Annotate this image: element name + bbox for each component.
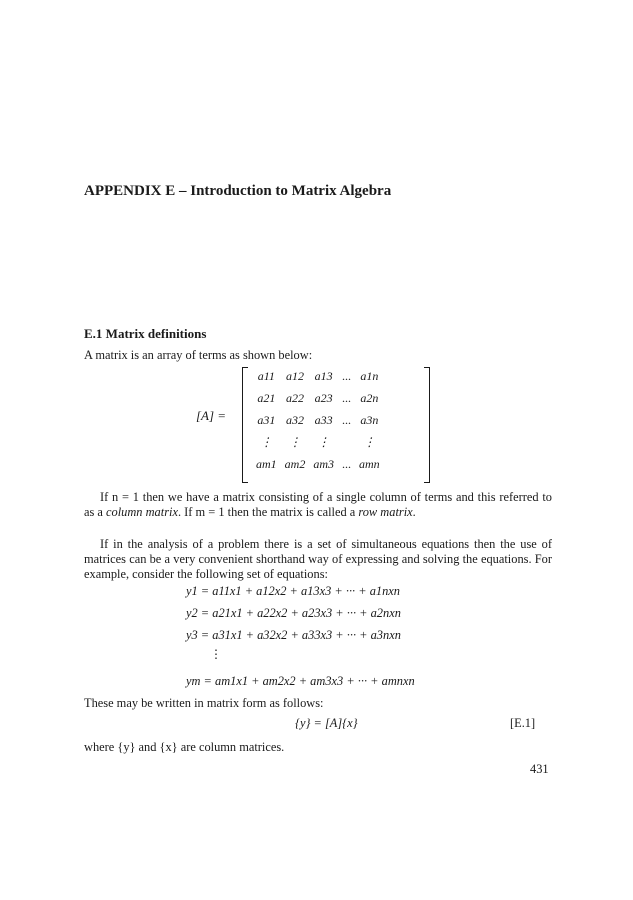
matrix-cell: am3 [313, 456, 335, 471]
equation-line: ym = am1x1 + am2x2 + am3x3 + ··· + amnxn [186, 674, 415, 688]
equation-line: y1 = a11x1 + a12x2 + a13x3 + ··· + a1nxn [186, 584, 400, 598]
matrix-table [252, 365, 384, 475]
matrix-row [252, 387, 384, 409]
matrix-left-bracket [242, 367, 248, 483]
matrix-cell: a3n [360, 412, 379, 427]
vertical-dots: ⋮ [210, 647, 222, 661]
matrix-row [252, 453, 384, 475]
equation-line: y3 = a31x1 + a32x2 + a33x3 + ··· + a3nxn [186, 628, 401, 642]
matrix-cell: a21 [257, 390, 276, 405]
matrix-row [252, 409, 384, 431]
matrix-cell: ... [342, 456, 352, 471]
page-number: 431 [530, 762, 549, 776]
matrix-cell: a2n [360, 390, 379, 405]
matrix-cell: ... [342, 368, 352, 383]
matrix-cell: ⋮ [260, 434, 273, 449]
matrix-cell: am1 [256, 456, 277, 471]
para-text: . If m = 1 then the matrix is called a [177, 505, 359, 520]
row-matrix-term: row matrix [358, 505, 413, 520]
para-text: . [412, 505, 416, 520]
matrix-row [252, 365, 384, 387]
matrix-row [252, 431, 384, 453]
matrix-cell: a33 [314, 412, 333, 427]
column-row-paragraph [84, 490, 552, 520]
column-matrix-term: column matrix [106, 505, 178, 520]
intro-text: A matrix is an array of terms as shown below: [84, 348, 313, 362]
matrix-cell: ... [342, 390, 352, 405]
where-text: where {y} and {x} are column matrices. [84, 740, 285, 754]
matrix-cell: a22 [286, 390, 304, 405]
para-text: If n = 1 then we have a matrix consisting of a single column of terms and this referred to as a [84, 490, 552, 520]
matrix-cell: a31 [257, 412, 276, 427]
equations-paragraph: If in the analysis of a problem there is a set of simultaneous equations then the use of matrices can be a very convenient shorthand way of expressing and solving the equations. For example, consider the following set of equations: [84, 537, 552, 582]
appendix-title: APPENDIX E – Introduction to Matrix Algebra [84, 183, 392, 199]
matrix-cell: ⋮ [289, 434, 301, 449]
matrix-cell: am2 [284, 456, 306, 471]
matrix-cell: a32 [286, 412, 304, 427]
matrix-equation: {y} = [A]{x} [295, 716, 358, 730]
equation-number: [E.1] [510, 716, 536, 730]
matrix-cell [338, 431, 355, 453]
matrix-cell: a13 [314, 368, 333, 383]
matrix-cell: ... [342, 412, 352, 427]
matrix-cell: amn [359, 456, 380, 471]
matrix-form-text: These may be written in matrix form as follows: [84, 696, 324, 710]
matrix-label: [A] = [196, 408, 227, 423]
matrix-cell: a23 [314, 390, 333, 405]
matrix-right-bracket [424, 367, 430, 483]
matrix-cell: a12 [286, 368, 304, 383]
equation-line: y2 = a21x1 + a22x2 + a23x3 + ··· + a2nxn [186, 606, 401, 620]
matrix-cell: a11 [257, 368, 275, 383]
matrix-cell: a1n [360, 368, 379, 383]
matrix-cell: ⋮ [363, 434, 376, 449]
section-title: E.1 Matrix definitions [84, 326, 207, 341]
matrix-cell: ⋮ [317, 434, 330, 449]
